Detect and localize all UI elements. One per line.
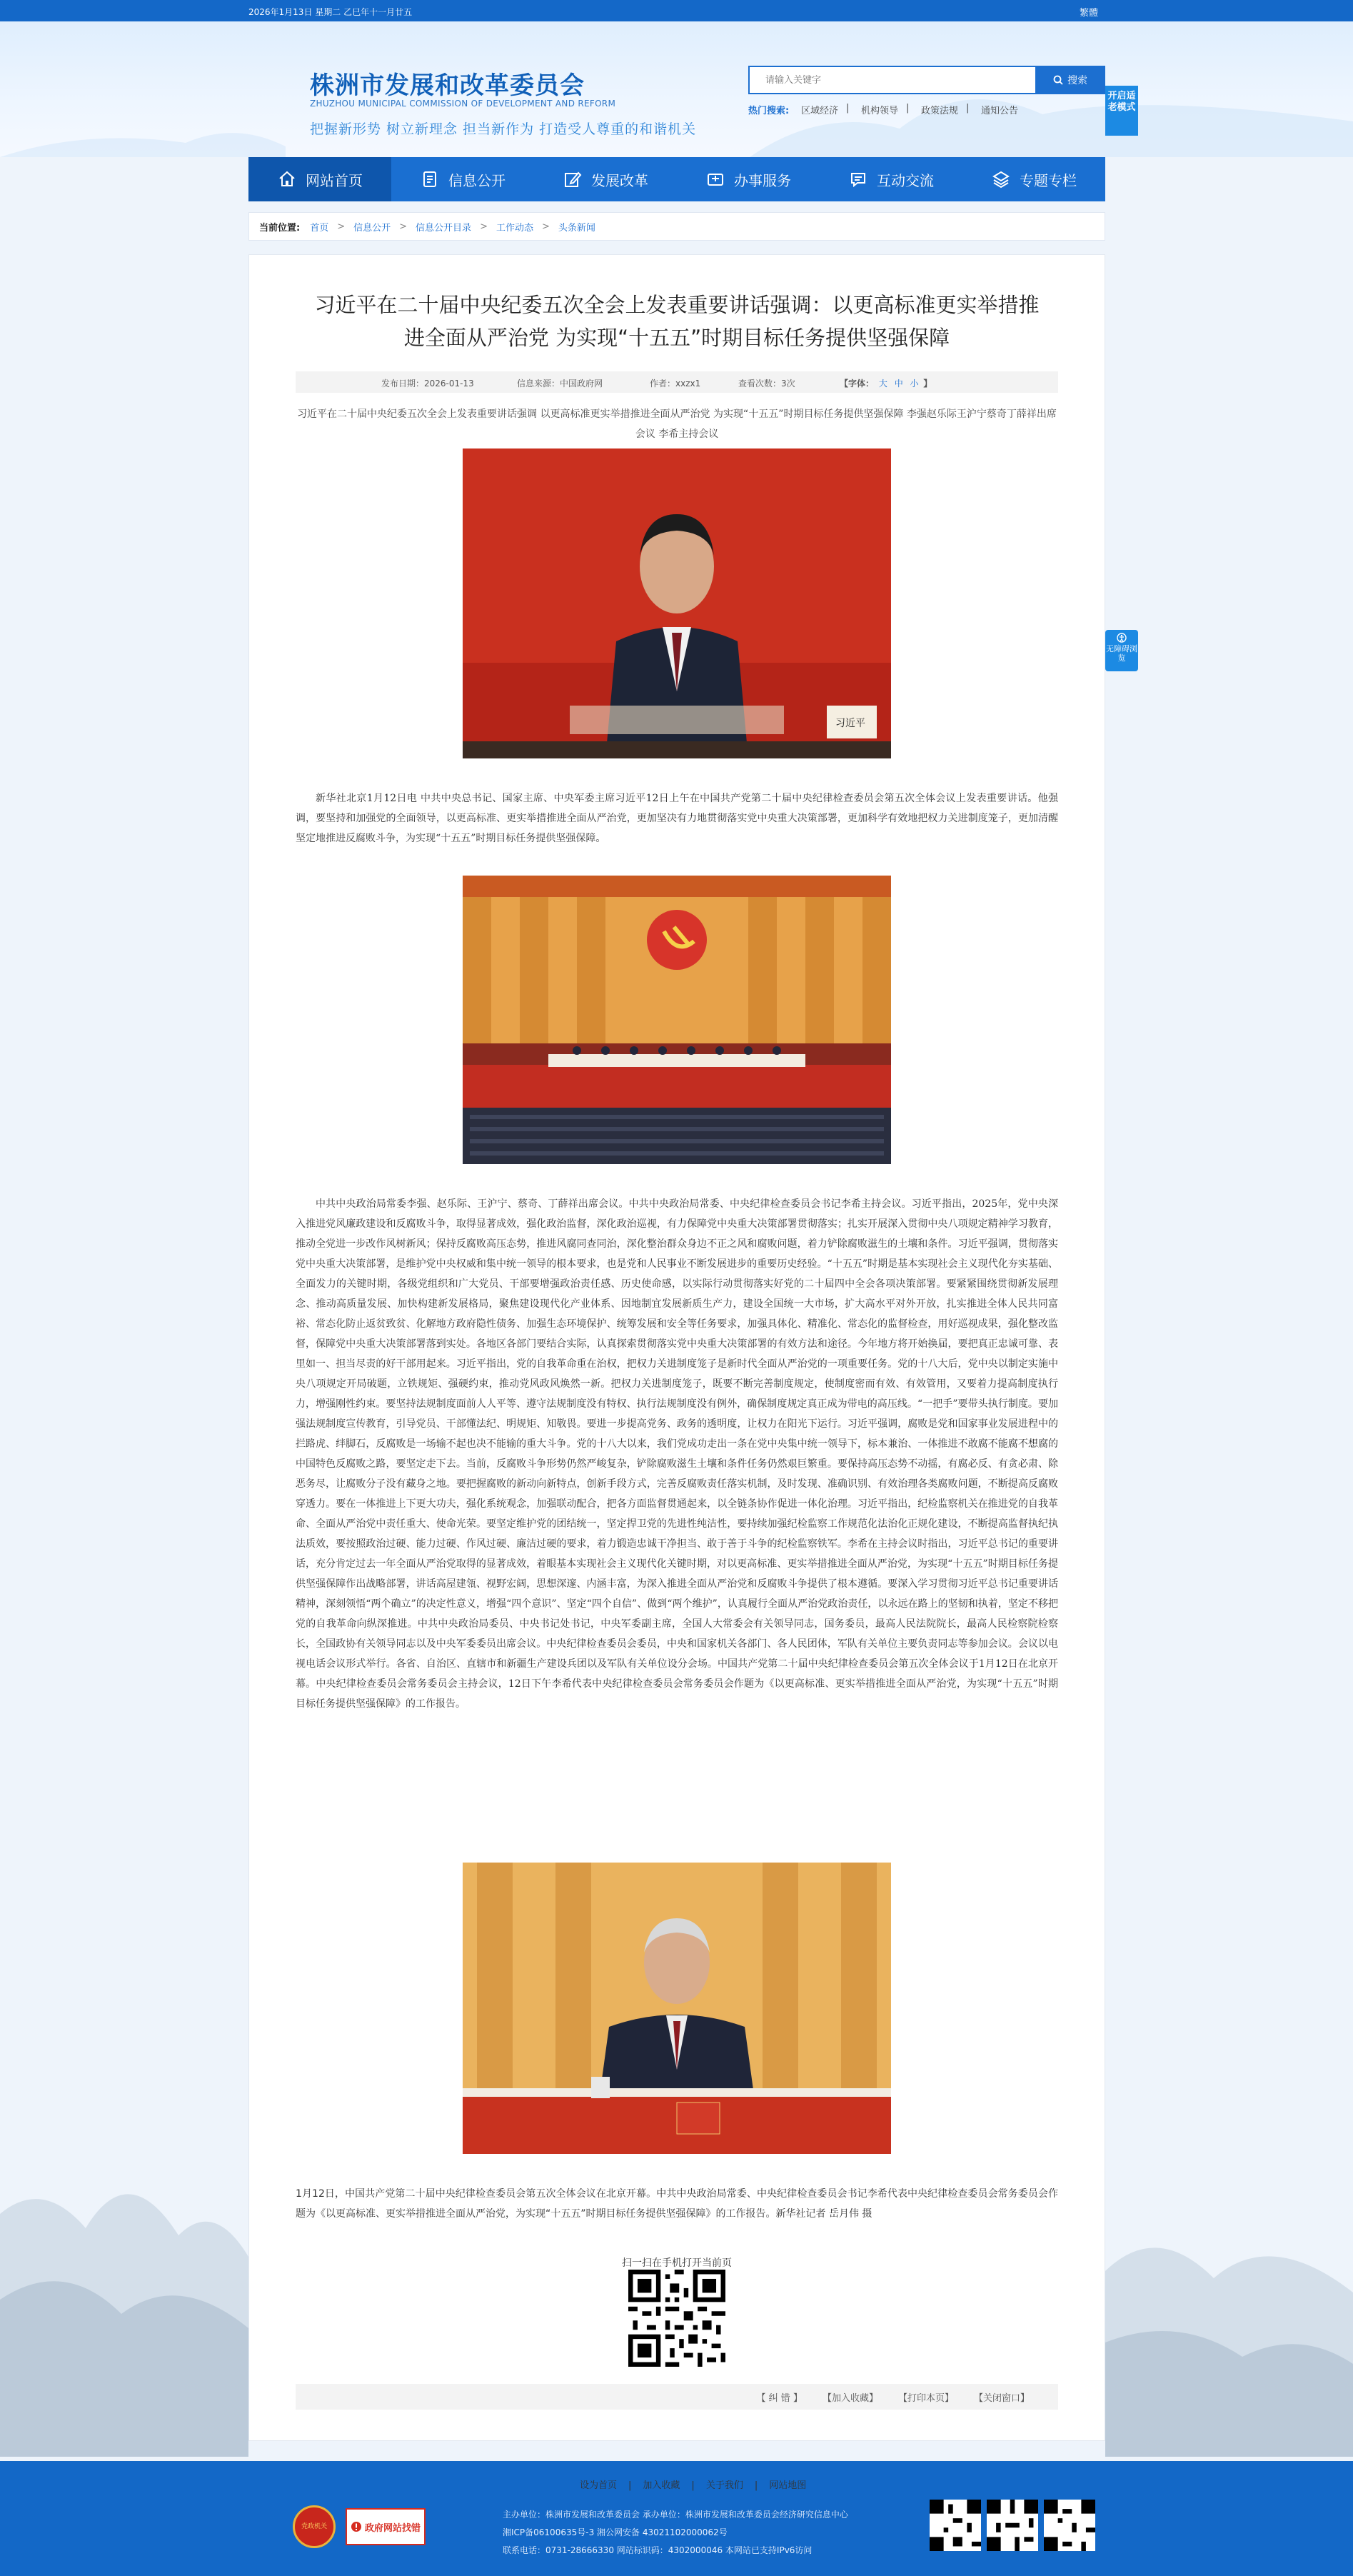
footer-qr-code: [987, 2500, 1038, 2551]
article-title-line: 习近平在二十届中央纪委五次全会上发表重要讲话强调：以更高标准更实举措推: [314, 293, 1040, 317]
article-paragraph: 新华社北京1月12日电 中共中央总书记、国家主席、中央军委主席习近平12日上午在中国共产党第二十届中央纪律检查委员会第五次全体会议上发表重要讲话。他强调，要坚持和加强党的全面领导，以更高标准、更实举措推进全面从严治党，更加坚决有力地贯彻落实党中央重大决策部署，更加科学有效地把权力关进制度笼子，更加清醒坚定地推进反腐败斗争，为实现“十五五”时期目标任务提供坚强保障。: [296, 793, 1058, 844]
article-actions: [296, 2384, 1058, 2410]
article-photo-speaker: [463, 448, 891, 758]
nav-label: 专题专栏: [1020, 171, 1077, 189]
footer-link-about[interactable]: 关于我们: [705, 2480, 743, 2491]
report-site-error-badge[interactable]: [346, 2508, 426, 2545]
font-mid[interactable]: 中: [894, 379, 903, 389]
info-source: 信息来源：中国政府网: [517, 379, 603, 389]
footer-organizer: 主办单位：株洲市发展和改革委员会 承办单位：株洲市发展和改革委员会经济研究信息中心: [503, 2510, 848, 2520]
document-icon: [420, 169, 440, 189]
hot-search-label: 热门搜索:: [748, 106, 790, 116]
hot-search-item[interactable]: 通知公告: [981, 106, 1019, 116]
breadcrumb-item[interactable]: 信息公开目录: [416, 222, 472, 234]
footer-link-sitemap[interactable]: 网站地图: [769, 2480, 807, 2491]
hot-search-item[interactable]: 政策法规: [921, 106, 959, 116]
article-title-line: 进全面从严治党 为实现“十五五”时期目标任务提供坚强保障: [403, 326, 950, 350]
nav-item-reform[interactable]: [534, 157, 677, 201]
breadcrumb-item[interactable]: 首页: [310, 222, 329, 234]
nav-item-service[interactable]: [677, 157, 820, 201]
top-bar: [0, 0, 1353, 21]
breadcrumb-item[interactable]: 头条新闻: [558, 222, 595, 234]
nav-item-home[interactable]: [248, 157, 391, 201]
home-icon: [277, 169, 297, 189]
hot-sep: |: [906, 103, 910, 114]
article-photo-meeting-hall: [463, 876, 891, 1164]
search-button[interactable]: [1035, 66, 1105, 94]
footer-sep: |: [754, 2480, 758, 2491]
traditional-chinese-toggle[interactable]: 繁體: [1080, 8, 1099, 19]
main-nav: [248, 157, 1105, 201]
nav-item-info[interactable]: [391, 157, 534, 201]
print-button[interactable]: 【打印本页】: [897, 2392, 954, 2404]
nameplate-text: 习近平: [835, 718, 865, 729]
breadcrumb-label: 当前位置:: [259, 222, 301, 234]
footer-qr-code: [1044, 2500, 1095, 2551]
barrier-free-button[interactable]: [1105, 630, 1138, 671]
footer-sep: |: [691, 2480, 695, 2491]
nav-label: 办事服务: [734, 171, 791, 189]
site-slogan: 把握新形势 树立新理念 担当新作为 打造受人尊重的和谐机关: [310, 121, 697, 137]
chat-icon: [848, 169, 868, 189]
breadcrumb-item[interactable]: 信息公开: [353, 222, 391, 234]
font-big[interactable]: 大: [878, 379, 887, 389]
font-label: 【字体：: [840, 379, 875, 389]
breadcrumb-item[interactable]: 工作动态: [496, 222, 533, 234]
font-end: 】: [923, 379, 932, 389]
footer-qr-code: [930, 2500, 981, 2551]
report-error-button[interactable]: 【 纠 错 】: [756, 2392, 803, 2404]
footer-contact: 联系电话：0731-28666330 网站标识码：4302000046 本网站已支持IPv6访问: [503, 2545, 813, 2555]
hot-search-item[interactable]: 机构领导: [861, 106, 899, 116]
nav-label: 互动交流: [877, 171, 934, 189]
footer-link-favorite[interactable]: 加入收藏: [643, 2480, 680, 2491]
barrier-free-label: 无障碍浏览: [1106, 644, 1137, 663]
top-date: 2026年1月13日 星期二 乙巳年十一月廿五: [248, 7, 413, 17]
badge-text: 党政机关: [301, 2522, 327, 2530]
site-title: 株洲市发展和改革委员会: [310, 71, 585, 100]
warning-icon: [351, 2521, 362, 2532]
layers-icon: [991, 169, 1011, 189]
article-meta: [296, 371, 1058, 393]
article-paragraph: 中共中央政治局常委李强、赵乐际、王沪宁、蔡奇、丁薛祥出席会议。中共中央政治局常委、中央纪律检查委员会书记李希主持会议。习近平指出，2025年，党中央深入推进党风廉政建设和反腐败斗争，取得显著成效，强化政治监督，深化政治巡视，有力保障党中央重大决策部署贯彻落实；扎实开展深入贯彻中央八项规定精神学习教育，推动全党进一步改作风树新风；保持反腐败高压态势，推进风腐同查同治，深化整治群众身边不正之风和腐败问题，着力铲除腐败滋生的土壤和条件。习近平强调，贯彻落实党中央重大决策部署，是维护党中央权威和集中统一领导的根本要求，也是党和人民事业不断发展进步的重要历史经验。“十五五”时期是基本实现社会主义现代化夯实基础、全面发力的关键时期，各级党组织和广大党员、干部要增强政治责任感、历史使命感，以实际行动贯彻落实好党的二十届四中全会各项决策部署。要紧紧围绕贯彻新发展理念、推动高质量发展、加快构建新发展格局，聚焦建设现代化产业体系、因地制宜发展新质生产力，建设全国统一大市场，扩大高水平对外开放，扎实推进全体人民共同富裕、常态化防止返贫致贫、化解地方政府隐性债务、加强生态环境保护、统筹发展和安全等任务要求，加强具体化、精准化、常态化的监督检查，用好巡视成果，强化整改监督，保障党中央重大决策部署落到实处。各地区各部门要结合实际，认真探索贯彻落实党中央重大决策部署的有效方法和途径。今年地方将开始换届，要把真正忠诚可靠、表里如一、担当尽责的好干部用起来。习近平指出，党的自我革命重在治权，把权力关进制度笼子是新时代全面从严治党的一项重要任务。党的十八大后，党中央以制定实施中央八项规定开局破题，立铁规矩、强硬约束，推动党风政风焕然一新。把权力关进制度笼子，既要不断完善制度规定，使制度密而有效、有效管用，又要着力提高制度执行力，增强刚性约束。要坚持法规制度面前人人平等、遵守法规制度没有特权、执行法规制度没有例外，确保制度规定真正成为带电的高压线。“一把手”要带头执行制度。要加强法规制度宣传教育，引导党员、干部懂法纪、明规矩、知敬畏。要进一步提高党务、政务的透明度，让权力在阳光下运行。习近平强调，腐败是党和国家事业发展进程中的拦路虎、绊脚石，反腐败是一场输不起也决不能输的重大斗争。党的十八大以来，我们党成功走出一条在党中央集中统一领导下，标本兼治、一体推进不敢腐不能腐不想腐的中国特色反腐败之路，要坚定走下去。当前，反腐败斗争形势仍然严峻复杂，铲除腐败滋生土壤和条件任务仍然艰巨繁重。要保持高压态势不动摇，有腐必反、有贪必肃、除恶务尽，让腐败分子没有藏身之地。要把握腐败的新动向新特点，创新手段方式，完善反腐败责任落实机制，及时发现、准确识别、有效治理各类腐败问题，不断提高反腐败穿透力。要在一体推进上下更大功夫，强化系统观念，加强联动配合，把各方面监督贯通起来，以全链条协作促进一体化治理。习近平指出，纪检监察机关在推进党的自我革命、全面从严治党中责任重大、使命光荣。要坚定维护党的团结统一，坚定捍卫党的先进性纯洁性，要持续加强纪检监察工作规范化法治化正规化建设，不断提高监督执纪执法质效，要按照政治过硬、能力过硬、作风过硬、廉洁过硬的要求，着力锻造忠诚干净担当、敢于善于斗争的纪检监察铁军。李希在主持会议时指出，习近平总书记的重要讲话，充分肯定过去一年全面从严治党取得的显著成效，着眼基本实现社会主义现代化关键时期，对以更高标准、更实举措推进全面从严治党，为实现“十五五”时期目标任务提供坚强保障作出战略部署，讲话高屋建瓴、视野宏阔，思想深邃、内涵丰富，为深入推进全面从严治党和反腐败斗争提供了根本遵循。要深入学习贯彻习近平总书记重要讲话精神，深刻领悟“两个确立”的决定性意义，增强“四个意识”、坚定“四个自信”、做到“两个维护”，认真履行全面从严治党政治责任，以永远在路上的坚韧和执着，坚定不移把党的自我革命向纵深推进。中共中央政治局委员、中央书记处书记，中央军委副主席，全国人大常委会有关领导同志，国务委员，最高人民法院院长，最高人民检察院检察长，全国政协有关领导同志以及中央军委委员出席会议。中央纪律检查委员会委员，中央和国家机关各部门、各人民团体，军队有关单位主要负责同志等参加会议。会议以电视电话会议形式举行。各省、自治区、直辖市和新疆生产建设兵团以及军队有关单位设分会场。中国共产党第二十届中央纪律检查委员会第五次全体会议于1月12日在北京开幕。中央纪律检查委员会常务委员会主持会议，12日下午李希代表中央纪律检查委员会常务委员会作题为《以更高标准、更实举措推进全面从严治党，为实现“十五五”时期目标任务提供坚强保障》的工作报告。: [296, 1198, 1058, 1710]
publish-date: 发布日期：2026-01-13: [381, 379, 474, 389]
accessibility-icon: [1117, 633, 1127, 643]
add-favorite-button[interactable]: 【加入收藏】: [822, 2392, 878, 2404]
hot-sep: |: [966, 103, 970, 114]
article-photo-report: [463, 1863, 891, 2154]
nav-item-special[interactable]: [962, 157, 1105, 201]
search-button-label: 搜索: [1067, 75, 1087, 86]
author: 作者：xxzx1: [650, 379, 701, 389]
search-icon: [1053, 75, 1063, 85]
article-photo-caption: 1月12日，中国共产党第二十届中央纪律检查委员会第五次全体会议在北京开幕。中共中央政治局常委、中央纪律检查委员会书记李希代表中央纪律检查委员会常务委员会作题为《以更高标准、更实举措推进全面从严治党，为实现“十五五”时期目标任务提供坚强保障》的工作报告。新华社记者 岳月伟 摄: [296, 2188, 1058, 2220]
page-qr-code: [628, 2270, 725, 2367]
site-title-en: ZHUZHOU MUNICIPAL COMMISSION OF DEVELOPMENT AND REFORM: [310, 99, 616, 109]
close-window-button[interactable]: 【关闭窗口】: [973, 2392, 1030, 2404]
nav-label: 信息公开: [448, 171, 506, 189]
view-count: 查看次数：3次: [738, 379, 795, 389]
search-input[interactable]: [748, 66, 1035, 94]
font-small[interactable]: 小: [910, 379, 919, 389]
footer-links: [574, 2477, 812, 2491]
elder-mode-button[interactable]: 开启适老模式: [1105, 86, 1138, 136]
article-caption: 习近平在二十届中央纪委五次全会上发表重要讲话强调 以更高标准更实举措推进全面从严治党 为实现“十五五”时期目标任务提供坚强保障 李强赵乐际王沪宁蔡奇丁薛祥出席会议 李希主持会议: [297, 409, 1057, 440]
edit-icon: [563, 169, 583, 189]
party-govt-badge[interactable]: [293, 2505, 336, 2548]
badge-text: 政府网站找错: [364, 2522, 421, 2534]
nav-label: 发展改革: [591, 171, 648, 189]
hot-search-item[interactable]: 区域经济: [801, 106, 839, 116]
font-size-switch: [840, 377, 932, 389]
service-icon: [705, 169, 725, 189]
footer-icp: 湘ICP备06100635号-3 湘公网安备 43021102000062号: [503, 2527, 728, 2537]
footer-link-home[interactable]: 设为首页: [580, 2480, 618, 2491]
article-title: [293, 289, 1061, 354]
footer-sep: |: [628, 2480, 632, 2491]
qr-label: 扫一扫在手机打开当前页: [622, 2257, 732, 2269]
nav-item-interact[interactable]: [820, 157, 962, 201]
hot-sep: |: [846, 103, 850, 114]
nav-label: 网站首页: [306, 171, 363, 189]
breadcrumb: 当前位置: 首页 > 信息公开 > 信息公开目录 > 工作动态 > 头条新闻: [248, 212, 1105, 241]
